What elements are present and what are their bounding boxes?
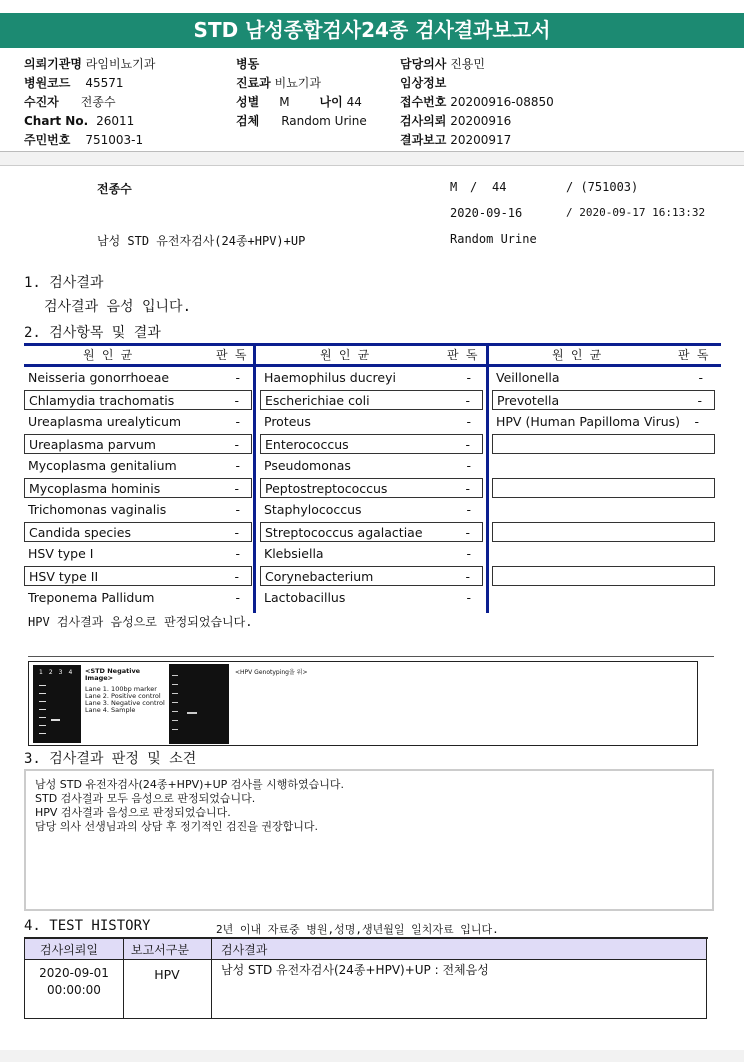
empty-row xyxy=(492,566,715,586)
gel-figure-frame xyxy=(28,661,698,746)
table-row xyxy=(260,434,483,454)
summary-sex: M xyxy=(450,180,458,194)
dept-value: 비뇨기과 xyxy=(274,76,321,90)
col1 xyxy=(24,368,252,608)
summary-date: 2020-09-16 xyxy=(450,206,523,220)
result-value: - xyxy=(466,414,471,429)
history-header-result: 검사결과 xyxy=(221,943,268,957)
report-label: 결과보고 xyxy=(400,133,447,147)
result-value: - xyxy=(697,393,702,408)
result-value: - xyxy=(234,481,239,496)
hospital-value: 라임비뇨기과 xyxy=(85,57,156,71)
result-value: - xyxy=(466,502,471,517)
result-value: - xyxy=(235,370,240,385)
result-value: - xyxy=(235,590,240,605)
table-row xyxy=(24,522,252,542)
organism-name: Treponema Pallidum xyxy=(28,590,155,605)
organism-name: Streptococcus agalactiae xyxy=(265,525,423,540)
hpv-genotyping-caption: <HPV Genotyping을 위> xyxy=(235,669,308,676)
separator-line-2 xyxy=(0,165,744,166)
col3-name-header: 원 인 균 xyxy=(552,348,602,362)
organism-name: Escherichiae coli xyxy=(265,393,370,408)
history-table xyxy=(24,939,707,1019)
result-value: - xyxy=(234,525,239,540)
table-row xyxy=(260,456,483,476)
empty-row xyxy=(492,456,715,476)
organism-name: Pseudomonas xyxy=(264,458,351,473)
request-label: 검사의뢰 xyxy=(400,114,447,128)
summary-name: 전종수 xyxy=(97,182,132,196)
history-time: 00:00:00 xyxy=(47,983,101,997)
patient-label: 수진자 xyxy=(24,95,59,109)
chart-label: Chart No. xyxy=(24,114,89,128)
gel-legend-lane4: Lane 4. Sample xyxy=(85,706,136,714)
opinion-line: STD 검사결과 모두 음성으로 판정되었습니다. xyxy=(35,792,256,805)
result-value: - xyxy=(466,590,471,605)
table-row xyxy=(492,390,715,410)
result-value: - xyxy=(698,370,703,385)
section1-title: 1. 검사결과 xyxy=(24,275,104,291)
code-value: 45571 xyxy=(85,76,124,90)
organism-name: Candida species xyxy=(29,525,131,540)
receipt-label: 접수번호 xyxy=(400,95,447,109)
col1-result-header: 판 독 xyxy=(216,348,247,362)
history-header-type: 보고서구분 xyxy=(131,943,189,957)
organism-name: Proteus xyxy=(264,414,311,429)
code-label: 병원코드 xyxy=(24,76,71,90)
organism-name: HSV type II xyxy=(29,569,99,584)
history-note: 2년 이내 자료중 병원,성명,생년월일 일치자료 입니다. xyxy=(216,923,499,936)
gel-rule xyxy=(28,656,714,657)
table-row xyxy=(24,566,252,586)
col3-result-header: 판 독 xyxy=(678,348,709,362)
ward-label: 병동 xyxy=(236,57,260,71)
organism-name: Ureaplasma parvum xyxy=(29,437,156,452)
history-date: 2020-09-01 xyxy=(39,966,109,980)
summary-specimen: Random Urine xyxy=(450,232,537,246)
organism-name: Ureaplasma urealyticum xyxy=(28,414,182,429)
organism-name: HPV (Human Papilloma Virus) xyxy=(496,414,681,429)
header-left xyxy=(24,55,155,150)
organism-name: HSV type I xyxy=(28,546,94,561)
table-row xyxy=(260,588,483,608)
id-value: 751003-1 xyxy=(85,133,144,147)
specimen-value: Random Urine xyxy=(281,114,367,128)
result-value: - xyxy=(235,546,240,561)
table-row xyxy=(260,544,483,564)
summary-test-name: 남성 STD 유전자검사(24종+HPV)+UP xyxy=(97,234,306,248)
organism-name: Staphylococcus xyxy=(264,502,362,517)
footer-band xyxy=(0,1050,744,1062)
patient-value: 전종수 xyxy=(80,95,116,109)
organism-name: Prevotella xyxy=(497,393,560,408)
history-row-result: 남성 STD 유전자검사(24종+HPV)+UP : 전체음성 xyxy=(221,963,489,977)
result-value: - xyxy=(465,393,470,408)
separator-band xyxy=(0,151,744,165)
table-row xyxy=(492,412,715,432)
chart-value: 26011 xyxy=(96,114,135,128)
table-header-rule xyxy=(24,364,721,367)
table-row xyxy=(24,412,252,432)
request-value: 20200916 xyxy=(450,114,512,128)
doctor-value: 진용민 xyxy=(450,57,485,71)
organism-name: Haemophilus ducreyi xyxy=(264,370,396,385)
summary-birth: / (751003) xyxy=(566,180,639,194)
organism-name: Lactobacillus xyxy=(264,590,346,605)
sex-label: 성별 xyxy=(236,95,260,109)
id-label: 주민번호 xyxy=(24,133,71,147)
col2-result-header: 판 독 xyxy=(447,348,478,362)
hpv-note: HPV 검사결과 음성으로 판정되었습니다. xyxy=(28,615,253,629)
gel-band xyxy=(51,719,60,721)
header-mid xyxy=(236,55,367,131)
result-value: - xyxy=(694,414,699,429)
col3 xyxy=(492,368,715,586)
section3-title: 3. 검사결과 판정 및 소견 xyxy=(24,751,197,767)
sex-value: M xyxy=(279,95,290,109)
table-row xyxy=(492,368,715,388)
section1-text: 검사결과 음성 입니다. xyxy=(44,299,192,315)
table-row xyxy=(260,478,483,498)
empty-row xyxy=(492,522,715,542)
organism-name: Veillonella xyxy=(496,370,560,385)
history-header-row xyxy=(25,939,706,960)
organism-name: Corynebacterium xyxy=(265,569,374,584)
result-value: - xyxy=(466,546,471,561)
section4-title: 4. TEST HISTORY xyxy=(24,918,151,934)
gel-legend-lane3: Lane 3. Negative control xyxy=(85,699,165,707)
result-value: - xyxy=(466,370,471,385)
organism-name: Trichomonas vaginalis xyxy=(28,502,167,517)
organism-name: Enterococcus xyxy=(265,437,349,452)
summary-slash: / xyxy=(470,180,478,194)
table-row xyxy=(24,456,252,476)
col2-name-header: 원 인 균 xyxy=(320,348,370,362)
table-divider-1 xyxy=(253,343,256,613)
result-value: - xyxy=(235,502,240,517)
table-row xyxy=(260,390,483,410)
table-row xyxy=(260,412,483,432)
opinion-line: HPV 검사결과 음성으로 판정되었습니다. xyxy=(35,806,231,819)
clinical-label: 임상정보 xyxy=(400,76,447,90)
history-row-date xyxy=(25,965,123,999)
history-row-type: HPV xyxy=(154,967,180,982)
empty-row xyxy=(492,434,715,454)
summary-age: 44 xyxy=(492,180,507,194)
gel-image-std xyxy=(33,665,81,743)
table-row xyxy=(24,588,252,608)
opinion-box xyxy=(24,769,714,911)
table-row xyxy=(260,500,483,520)
result-value: - xyxy=(465,569,470,584)
age-value: 44 xyxy=(346,95,362,109)
result-value: - xyxy=(465,525,470,540)
gel-legend-heading: <STD Negative Image> xyxy=(85,667,141,682)
report-title: STD 남성종합검사24종 검사결과보고서 xyxy=(0,13,744,48)
receipt-value: 20200916-08850 xyxy=(450,95,554,109)
result-value: - xyxy=(234,437,239,452)
table-row xyxy=(260,522,483,542)
separator-line xyxy=(0,151,744,152)
empty-row xyxy=(492,500,715,520)
table-row xyxy=(24,544,252,564)
gel-band xyxy=(187,712,197,714)
result-value: - xyxy=(465,481,470,496)
organism-name: Mycoplasma genitalium xyxy=(28,458,177,473)
header-right xyxy=(400,55,554,150)
organism-name: Chlamydia trachomatis xyxy=(29,393,175,408)
age-label: 나이 xyxy=(319,95,343,109)
result-value: - xyxy=(234,393,239,408)
organism-name: Mycoplasma hominis xyxy=(29,481,161,496)
history-header-date: 검사의뢰일 xyxy=(40,943,98,957)
table-row xyxy=(24,478,252,498)
col1-name-header: 원 인 균 xyxy=(83,348,133,362)
section2-title: 2. 검사항목 및 결과 xyxy=(24,325,161,341)
empty-row xyxy=(492,478,715,498)
organism-name: Klebsiella xyxy=(264,546,324,561)
report-value: 20200917 xyxy=(450,133,512,147)
gel-legend xyxy=(85,668,165,714)
summary-report-time: / 2020-09-17 16:13:32 xyxy=(566,206,706,219)
history-col-divider xyxy=(211,939,212,1018)
gel-legend-lane2: Lane 2. Positive control xyxy=(85,692,161,700)
result-value: - xyxy=(235,414,240,429)
result-value: - xyxy=(234,569,239,584)
table-row xyxy=(24,500,252,520)
gel-marker-ladder xyxy=(39,681,46,741)
organism-name: Neisseria gonorrhoeae xyxy=(28,370,170,385)
doctor-label: 담당의사 xyxy=(400,57,447,71)
specimen-label: 검체 xyxy=(236,114,260,128)
gel-lane-numbers: 1234 xyxy=(39,669,79,676)
table-divider-2 xyxy=(486,343,489,613)
opinion-line: 남성 STD 유전자검사(24종+HPV)+UP 검사를 시행하였습니다. xyxy=(35,778,345,791)
table-row xyxy=(24,368,252,388)
result-value: - xyxy=(465,437,470,452)
result-value: - xyxy=(235,458,240,473)
result-value: - xyxy=(466,458,471,473)
table-row xyxy=(260,566,483,586)
gel-image-hpv xyxy=(169,664,229,744)
table-row xyxy=(24,390,252,410)
gel-marker-ladder xyxy=(172,670,178,738)
gel-legend-lane1: Lane 1. 100bp marker xyxy=(85,685,157,693)
opinion-line: 담당 의사 선생님과의 상담 후 정기적인 검진을 권장합니다. xyxy=(35,820,318,833)
empty-row xyxy=(492,544,715,564)
table-row xyxy=(24,434,252,454)
organism-name: Peptostreptococcus xyxy=(265,481,388,496)
hospital-label: 의뢰기관명 xyxy=(24,57,82,71)
dept-label: 진료과 xyxy=(236,76,271,90)
table-row xyxy=(260,368,483,388)
col2 xyxy=(260,368,483,608)
